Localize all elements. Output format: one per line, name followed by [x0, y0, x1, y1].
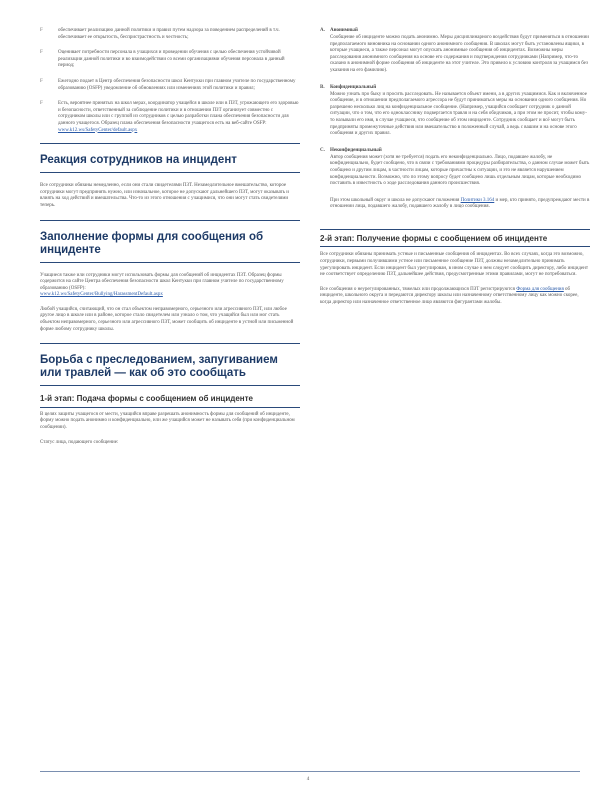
list-item-nonconfidential	[320, 148, 590, 188]
list-item	[40, 50, 300, 70]
policy-text-before: При этом школьный округ и школа не допускают положения	[330, 197, 460, 203]
bullet-text: Оценивает потребности персонала в учащихся и проведении обучения с целью обеспечения устойчивой реализации данной политики и во взаимодействии со всеми организациями обучения персонала в данный период;	[58, 50, 285, 69]
bullet-text: Ежегодно подает в Центр обеспечения безопасности школ Кентукки при главном учителе по государственному образованию (OSFP) уведомление об обновлениях или изменениях этой политики и правил;	[58, 78, 296, 91]
staff-response-paragraph: Все сотрудники обязаны немедленно, если они стали свидетелями ПЗТ. Незамедлительное вмешательство, которое сотрудники могут предпринять нужно, или изначальное, которое не допускают дальнейшего ПЗТ, могут оказывать и влиять на ход действий и вмешательства. Что-то из этого отношения с учащимися, что они могут стать свидетелями теперь.	[40, 183, 289, 208]
left-column	[40, 28, 300, 446]
step2-text-before: Все сообщения о неурегулированных, тяжелых или продолжающихся ПЗТ регистрируются	[320, 286, 515, 292]
bullet-marker: F	[40, 101, 43, 107]
policy-link[interactable]: Политики 3.164	[460, 197, 495, 203]
safety-center-link[interactable]: www.k12.ws/SafetyCenter/default.aspx	[58, 127, 138, 133]
step1-note: Статус лица, подающего сообщение:	[40, 439, 119, 445]
item-title: Неконфиденциальный	[330, 147, 382, 153]
section-divider	[320, 229, 590, 230]
step1-paragraph: В целях защиты учащегося от мести, учащийся вправе разрешать анонимность формы для сообщений об инциденте, форму можно подать анонимно и конфиденциально, или же учащийся может не называть себя (при конфиденциальном сообщении).	[40, 411, 295, 430]
item-letter: B.	[320, 84, 325, 90]
step1-heading: 1-й этап: Подача формы с сообщением об инциденте	[40, 394, 253, 404]
bullet-marker: F	[40, 50, 43, 56]
bullet-text	[58, 101, 300, 134]
list-item-anonymous	[320, 28, 590, 75]
policy-text-after: и мер, кто принято, предупреждают мести в отношении лица, подавшего жалобу, подавшего жалобу в лицо сообщения.	[330, 197, 590, 210]
section-divider	[40, 143, 300, 144]
section-heading-staff-response: Реакция сотрудников на инцидент	[40, 154, 237, 167]
step2-paragraph-1: Все сотрудники обязаны принимать устные и письменные сообщения об инцидентах. Во всех случаях, когда это возможно, сотрудники, первыми получившими устное или письменное сообщение ПЗТ, должны незамедлительно принимать урегулировать инцидент. Если инцидент был урегулирован, в ином случае о нем следует сообщить директору, либо инцидент не соответствует определению ПЗТ, дальнейшее действия, предусмотренные этими правилами, могут не потребоваться.	[320, 252, 589, 278]
list-item	[40, 79, 300, 92]
section-heading-report-form: Заполнение формы для сообщения об инциденте	[40, 230, 264, 256]
item-text: Можно узнать про быку и просить расследовать. Не называется объект имени, а в других учащимися. Как и включенное сообщение, и в отношении предполагаемого агрессора не будут приниматься меры на основании одного сообщения. Но разрешено несколько лиц на конфиденциальное сообщение. (Например, учащийся сообщает сотрудник о данной ситуации, что о том, что его однокласснику подвергается травля и на себя обидчиков, а при этом не просит, чтобы кому-то называли его имя, в случае учащиеся, что сообщение об этом инциденте. Сотрудник сообщает и всё могут быть предприняты промежуточные действия или вмешательство в положенный случай, а ведь с вашим и на основе этого сообщения и других правил.	[330, 91, 587, 137]
item-letter: C.	[320, 147, 325, 153]
harassment-form-link[interactable]: www.k12.ws/SafetyCenter/Bullying/HarassmentDefault.aspx	[40, 292, 163, 298]
footer-divider	[40, 771, 580, 772]
report-form-paragraph-2: Любой учащийся, считающий, что он стал объектом неправомерного, серьезного или агрессивного ПЗТ, или любое другое лицо в школе или в районе, которое стало свидетелем или узнало о том, что учащийся был или мог стать объектом неправомерного, серьезного или агрессивного ПЗТ, может сообщить об инциденте в устной или письменной форме любому сотруднику школы.	[40, 306, 294, 332]
section-heading-bullying-reporting: Борьба с преследованием, запугиванием или травлей — как об это сообщать	[40, 354, 278, 380]
step2-text-after: об инциденте, школьного округа и передаются директору школы или назначенному ответственному лицу как можно скорее, когда директор или назначенное ответственное лицо являются фигурантами жалобы.	[320, 286, 579, 305]
report-form-link[interactable]: Форма для сообщения	[516, 286, 564, 292]
item-letter: A.	[320, 28, 325, 33]
bullet-text-body: Есть, вероятнее принятых на школ мерах, координатор учащейся в школе или в ПЗТ, угрожающего его здоровью и безопасности, ответственный за соблюдение политики и в отношении ПЗТ организует совместно с сотрудником школы или с группой из сотрудников с целью разработки плана обеспечения безопасности для данного учащегося. Образец плана обеспечения безопасности учащегося есть на веб-сайте OSFP:	[58, 101, 299, 126]
policy-paragraph	[320, 198, 590, 211]
item-title: Конфиденциальный	[330, 84, 377, 90]
item-text: Сообщение об инциденте можно подать анонимно. Меры дисциплинарного воздействия будут применяться в отношении предполагаемого виновника на основании одного анонимного сообщения. В школах могут быть установлены ящики, в которые учащиеся, а также персонал могут опускать анонимные сообщения об инцидентах. Возможны меры расследования анонимного сообщения на основе его содержания и подтверждения сотрудниками (Например, что-то сказано в анонимной форме сообщения об инциденте на этот учителе. Это привело к условию контроля за учащимся без указания на его фамилию).	[330, 35, 589, 73]
bullet-marker: F	[40, 78, 43, 84]
section-divider	[40, 407, 300, 408]
page-number: 4	[306, 777, 310, 782]
section-divider	[40, 220, 300, 221]
list-item	[40, 28, 300, 41]
section-divider	[40, 172, 300, 173]
report-form-paragraph: Учащиеся также или сотрудники могут использовать формы для сообщений об инцидентах ПЗТ. Образец формы содержится на сайте Центра обеспечения безопасности школ Кентукки при главном учителе по государственному образованию (OSFP):	[40, 272, 284, 291]
right-column	[320, 28, 590, 307]
section-divider	[40, 343, 300, 344]
item-title: Анонимный	[330, 28, 358, 33]
section-divider	[40, 262, 300, 263]
step2-heading: 2-й этап: Получение формы с сообщением об инциденте	[320, 233, 548, 243]
bullet-marker: F	[40, 28, 43, 33]
step2-paragraph-2	[320, 287, 590, 307]
section-divider	[320, 246, 590, 247]
list-item-confidential	[320, 85, 590, 138]
section-divider	[40, 385, 300, 386]
list-item	[40, 101, 300, 134]
item-text: Автор сообщения может (хотя не требуется) подать его неконфиденциально. Лицо, подавшее жалобу, не конфиденциально, будет сообщено, что в связи с требованиями процедуры разбирательства, о данном случае может быть сообщено и другим лицам, в частности лицам, которые причастны к ситуации, и это не является нарушением конфиденциальности. Возможно, что по этому вопросу будет сообщено лишь отдельным лицам, которые необходимо поставить в известность о ходе расследования данного происшествия.	[330, 154, 590, 187]
bullet-text: обеспечивает реализацию данной политики и правил путем надзора за поведением распределений в т.ч. обеспечивает ее открытость, беспристрастность и честность;	[58, 28, 280, 40]
